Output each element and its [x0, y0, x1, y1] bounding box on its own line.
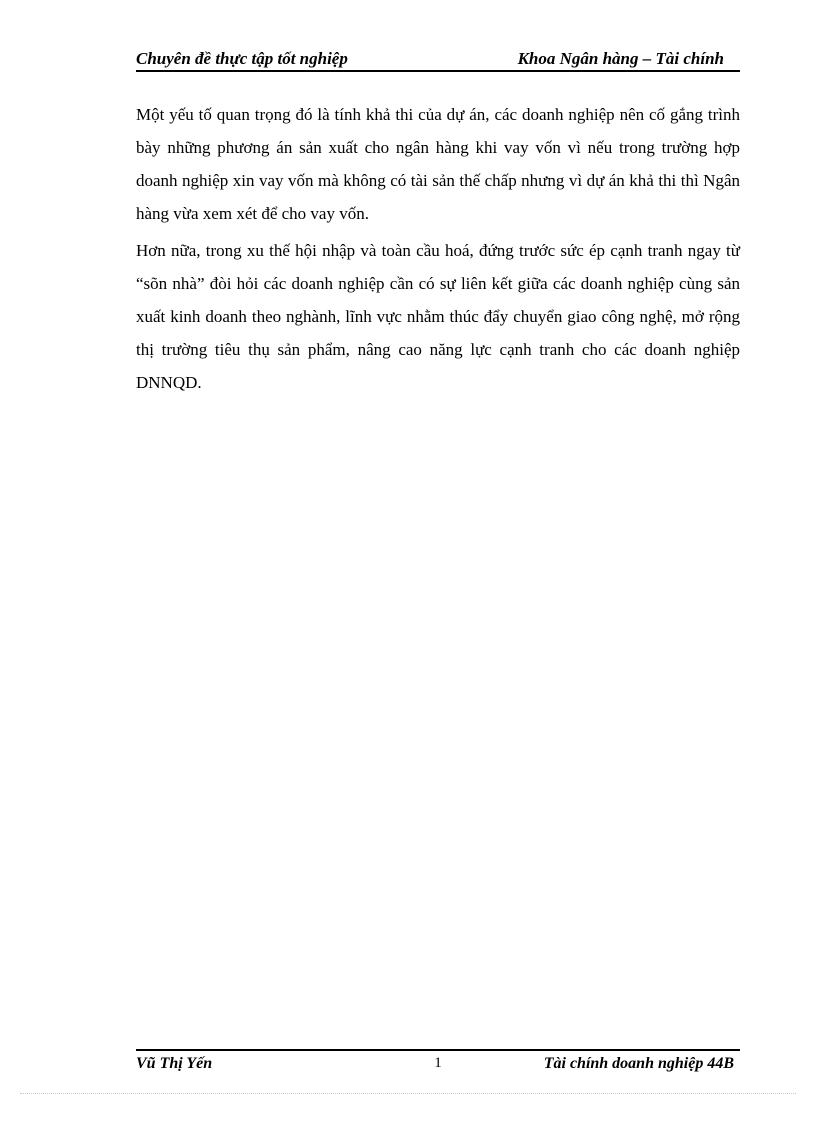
- page-number: 1: [434, 1055, 442, 1071]
- page-content: [136, 98, 740, 403]
- footer-class: Tài chính doanh nghiệp 44B: [543, 1055, 734, 1072]
- paragraph: Một yếu tố quan trọng đó là tính khả thi của dự án, các doanh nghiệp nên cố gắng trình bày những phương án sản xuất cho ngân hàng khi vay vốn vì nếu trong trường hợp doanh nghiệp xin vay vốn mà không có tài sản thế chấp nhưng vì dự án khả thi thì Ngân hàng vừa xem xét để cho vay vốn.: [136, 105, 740, 223]
- header-report-title: Chuyên đề thực tập tốt nghiệp: [136, 49, 348, 68]
- paragraph: Hơn nữa, trong xu thế hội nhập và toàn cầu hoá, đứng trước sức ép cạnh tranh ngay từ “sõn nhà” đòi hỏi các doanh nghiệp cần có sự liên kết giữa các doanh nghiệp cùng sản xuất kinh doanh theo nghành, lĩnh vực nhằm thúc đẩy chuyển giao công nghệ, mở rộng thị trường tiêu thụ sản phẩm, nâng cao năng lực cạnh tranh cho các doanh nghiệp DNNQD.: [136, 241, 740, 392]
- footer-author: Vũ Thị Yến: [136, 1055, 213, 1072]
- page-bottom-border: [20, 1093, 796, 1094]
- header-faculty: Khoa Ngân hàng – Tài chính: [517, 49, 724, 68]
- page-footer: [136, 1049, 740, 1077]
- page-header: [136, 48, 740, 72]
